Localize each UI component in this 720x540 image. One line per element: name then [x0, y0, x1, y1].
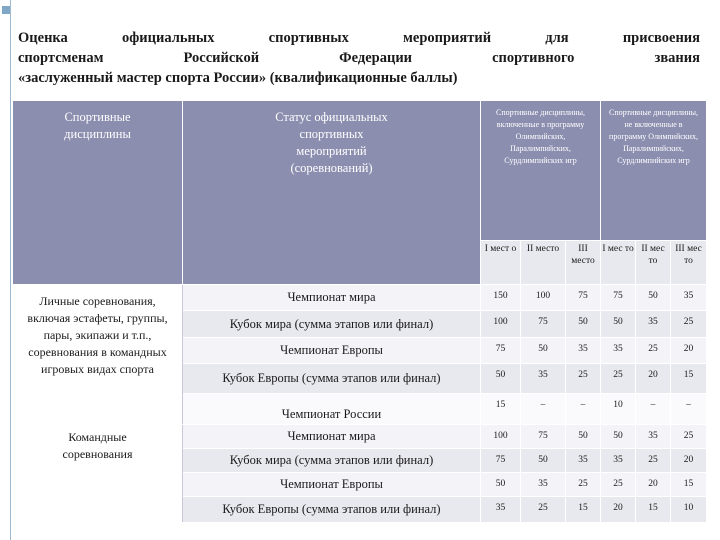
place-label-olympic-1: I мест о	[481, 241, 521, 285]
value-cell: 35	[601, 338, 636, 364]
header-non-olympic-disciplines: Спортивные дисциплины, не включенные в программу Олимпийских, Паралимпийских, Сурдлимпийских игр	[601, 101, 707, 241]
value-cell: 35	[521, 473, 566, 497]
value-cell: 20	[636, 473, 671, 497]
value-cell: 35	[566, 338, 601, 364]
value-cell: 20	[671, 338, 707, 364]
place-label-non-olympic-3: III мес то	[671, 241, 707, 285]
value-cell: –	[671, 394, 707, 425]
title-line-3: «заслуженный мастер спорта России» (квалификационные баллы)	[18, 70, 458, 86]
discipline-individual: Личные соревнования, включая эстафеты, группы, пары, экипажи и т.п., соревнования в командных игровых видах спорта	[13, 285, 183, 425]
discipline-team: Командные соревнования	[13, 425, 183, 523]
value-cell: 75	[521, 425, 566, 449]
value-cell: 35	[636, 425, 671, 449]
value-cell: 25	[566, 473, 601, 497]
place-label-olympic-2: II место	[521, 241, 566, 285]
place-label-non-olympic-1: I мес то	[601, 241, 636, 285]
value-cell: 50	[481, 364, 521, 394]
value-cell: 25	[636, 449, 671, 473]
slide-decoration-square	[2, 6, 10, 14]
place-label-non-olympic-2: II мес то	[636, 241, 671, 285]
header-olympic-disciplines: Спортивные дисциплины, включенные в программу Олимпийских, Паралимпийских, Сурдлимпийских игр	[481, 101, 601, 241]
value-cell: 25	[636, 338, 671, 364]
slide-decoration-line	[10, 0, 11, 540]
event-cell: Кубок мира (сумма этапов или финал)	[183, 311, 481, 338]
value-cell: 25	[671, 311, 707, 338]
value-cell: 35	[671, 285, 707, 311]
event-cell: Кубок Европы (сумма этапов или финал)	[183, 364, 481, 394]
value-cell: 50	[521, 338, 566, 364]
header-disciplines: Спортивные дисциплины	[13, 101, 183, 285]
value-cell: 35	[481, 497, 521, 523]
value-cell: 50	[566, 311, 601, 338]
title-line-2: спортсменам Российской Федерации спортивного звания	[18, 50, 700, 66]
value-cell: 75	[481, 338, 521, 364]
header-status: Статус официальных спортивных мероприятий (соревнований)	[183, 101, 481, 285]
value-cell: 25	[566, 364, 601, 394]
place-label-olympic-3: III место	[566, 241, 601, 285]
event-cell: Кубок Европы (сумма этапов или финал)	[183, 497, 481, 523]
value-cell: 100	[481, 425, 521, 449]
qualification-points-table	[12, 100, 707, 523]
title-line-1: Оценка официальных спортивных мероприятий для присвоения	[18, 30, 700, 46]
value-cell: 100	[521, 285, 566, 311]
event-cell: Кубок мира (сумма этапов или финал)	[183, 449, 481, 473]
value-cell: 150	[481, 285, 521, 311]
value-cell: –	[521, 394, 566, 425]
value-cell: 50	[601, 311, 636, 338]
event-cell: Чемпионат России	[183, 394, 481, 425]
event-cell: Чемпионат мира	[183, 425, 481, 449]
value-cell: 15	[566, 497, 601, 523]
value-cell: 25	[671, 425, 707, 449]
event-cell: Чемпионат Европы	[183, 338, 481, 364]
value-cell: 10	[671, 497, 707, 523]
value-cell: 25	[521, 497, 566, 523]
value-cell: 15	[636, 497, 671, 523]
value-cell: 50	[601, 425, 636, 449]
value-cell: 35	[566, 449, 601, 473]
value-cell: 50	[481, 473, 521, 497]
event-cell: Чемпионат мира	[183, 285, 481, 311]
value-cell: 35	[636, 311, 671, 338]
value-cell: 25	[601, 473, 636, 497]
value-cell: 15	[671, 473, 707, 497]
value-cell: 25	[601, 364, 636, 394]
value-cell: 50	[521, 449, 566, 473]
value-cell: 100	[481, 311, 521, 338]
value-cell: 10	[601, 394, 636, 425]
page-title	[18, 28, 700, 88]
value-cell: 35	[601, 449, 636, 473]
value-cell: 20	[636, 364, 671, 394]
value-cell: 20	[671, 449, 707, 473]
value-cell: 15	[671, 364, 707, 394]
value-cell: 15	[481, 394, 521, 425]
event-cell: Чемпионат Европы	[183, 473, 481, 497]
value-cell: 75	[521, 311, 566, 338]
value-cell: 75	[481, 449, 521, 473]
value-cell: –	[636, 394, 671, 425]
value-cell: 20	[601, 497, 636, 523]
value-cell: 50	[636, 285, 671, 311]
value-cell: 75	[566, 285, 601, 311]
value-cell: 35	[521, 364, 566, 394]
value-cell: –	[566, 394, 601, 425]
value-cell: 75	[601, 285, 636, 311]
value-cell: 50	[566, 425, 601, 449]
